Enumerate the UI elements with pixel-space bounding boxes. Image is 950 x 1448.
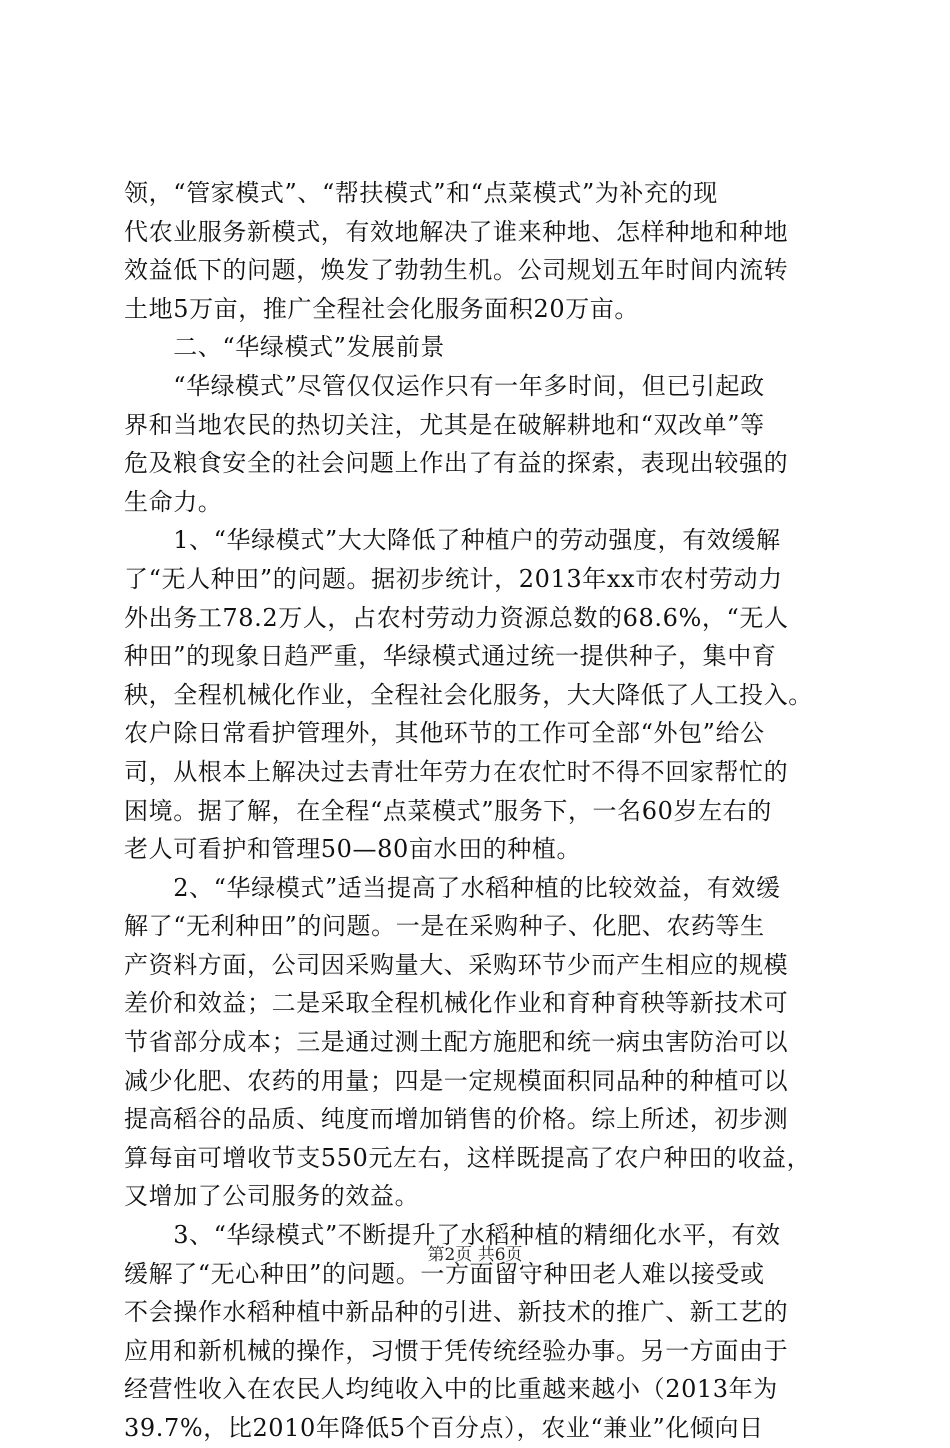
text-line: 危及粮食安全的社会问题上作出了有益的探索，表现出较强的 <box>124 449 789 478</box>
text-line: 界和当地农民的热切关注，尤其是在破解耕地和“双改单”等 <box>124 410 765 439</box>
text-line: 了“无人种田”的问题。据初步统计，2013年xx市农村劳动力 <box>124 564 783 593</box>
text-line: 不会操作水稻种植中新品种的引进、新技术的推广、新工艺的 <box>124 1298 789 1327</box>
text-line: 效益低下的问题，焕发了勃勃生机。公司规划五年时间内流转 <box>124 256 789 285</box>
text-line: 困境。据了解，在全程“点菜模式”服务下，一名60岁左右的 <box>124 796 772 825</box>
section-heading: 二、“华绿模式”发展前景 <box>124 333 445 362</box>
text-line: 减少化肥、农药的用量；四是一定规模面积同品种的种植可以 <box>124 1066 789 1095</box>
text-line: 算每亩可增收节支550元左右，这样既提高了农户种田的收益， <box>124 1143 812 1172</box>
text-line: 土地5万亩，推广全程社会化服务面积20万亩。 <box>124 294 640 323</box>
text-line: 领，“管家模式”、“帮扶模式”和“点菜模式”为补充的现 <box>124 179 718 207</box>
text-line: 差价和效益；二是采取全程机械化作业和育种育秧等新技术可 <box>124 989 789 1018</box>
text-line: 应用和新机械的操作，习惯于凭传统经验办事。另一方面由于 <box>124 1336 789 1365</box>
text-line: 节省部分成本；三是通过测土配方施肥和统一病虫害防治可以 <box>124 1028 789 1057</box>
text-line: 农户除日常看护管理外，其他环节的工作可全部“外包”给公 <box>124 719 765 748</box>
text-line: 缓解了“无心种田”的问题。一方面留守种田老人难以接受或 <box>124 1259 765 1288</box>
text-line: 产资料方面，公司因采购量大、采购环节少而产生相应的规模 <box>124 950 789 979</box>
text-line: 种田”的现象日趋严重，华绿模式通过统一提供种子，集中育 <box>124 642 777 671</box>
text-line: 司，从根本上解决过去青壮年劳力在农忙时不得不回家帮忙的 <box>124 757 789 786</box>
text-line: 老人可看护和管理50—80亩水田的种植。 <box>124 835 582 864</box>
text-line: “华绿模式”尽管仅仅运作只有一年多时间，但已引起政 <box>124 371 765 400</box>
text-line: 解了“无利种田”的问题。一是在采购种子、化肥、农药等生 <box>124 912 765 941</box>
text-line: 又增加了公司服务的效益。 <box>124 1182 420 1211</box>
page-number-footer: 第2页 共6页 <box>427 1245 523 1265</box>
text-line: 1、“华绿模式”大大降低了种植户的劳动强度，有效缓解 <box>124 526 781 555</box>
text-line: 秧，全程机械化作业，全程社会化服务，大大降低了人工投入。 <box>124 680 813 709</box>
text-line: 生命力。 <box>124 487 223 516</box>
text-line: 3、“华绿模式”不断提升了水稻种植的精细化水平，有效 <box>124 1221 781 1250</box>
text-line: 经营性收入在农民人均纯收入中的比重越来越小（2013年为 <box>124 1375 778 1404</box>
text-line: 代农业服务新模式，有效地解决了谁来种地、怎样种地和种地 <box>124 217 789 246</box>
text-line: 提高稻谷的品质、纯度而增加销售的价格。综上所述，初步测 <box>124 1105 789 1134</box>
text-line: 外出务工78.2万人，占农村劳动力资源总数的68.6%，“无人 <box>124 603 789 632</box>
text-line: 2、“华绿模式”适当提高了水稻种植的比较效益，有效缓 <box>124 873 781 902</box>
text-line: 39.7%，比2010年降低5个百分点），农业“兼业”化倾向日 <box>124 1414 764 1442</box>
